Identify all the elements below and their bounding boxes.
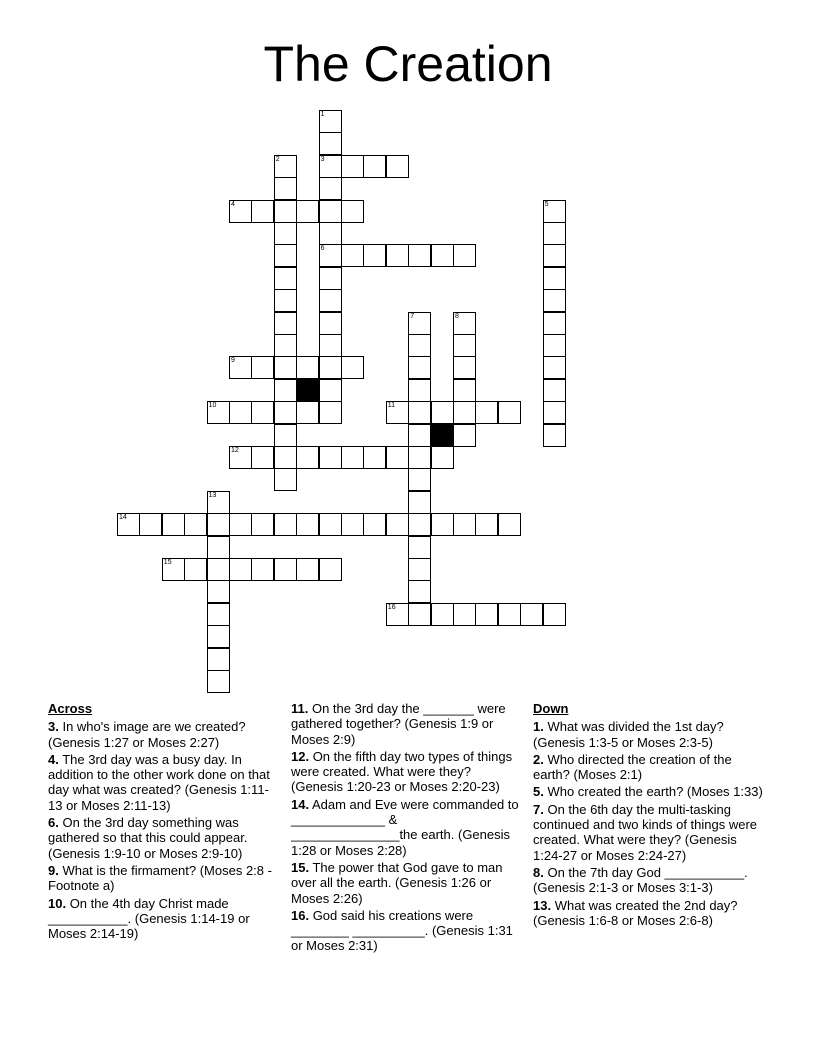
grid-cell[interactable] xyxy=(319,110,342,133)
clue-number: 11. xyxy=(291,701,309,716)
grid-cell[interactable] xyxy=(274,356,297,379)
grid-cell[interactable] xyxy=(408,312,431,335)
clue-number: 6 xyxy=(320,245,325,253)
grid-cell[interactable] xyxy=(319,267,342,290)
grid-cell[interactable] xyxy=(543,424,566,447)
clue-number: 16 xyxy=(387,603,396,611)
clue-across-16 xyxy=(291,908,519,954)
clue-text: The power that God gave to man over all the earth. (Genesis 1:26 or Moses 2:26) xyxy=(291,859,503,906)
grid-cell[interactable] xyxy=(408,446,431,469)
grid-cell[interactable] xyxy=(453,334,476,357)
grid-cell[interactable] xyxy=(453,424,476,447)
grid-cell[interactable] xyxy=(251,558,274,581)
clue-down-2 xyxy=(533,752,769,783)
grid-cell[interactable] xyxy=(363,155,386,178)
grid-cell[interactable] xyxy=(520,603,543,626)
clue-text: Who directed the creation of the earth? (Moses 2:1) xyxy=(533,751,732,783)
grid-cell[interactable] xyxy=(296,356,319,379)
grid-cell[interactable] xyxy=(543,334,566,357)
grid-cell[interactable] xyxy=(408,401,431,424)
grid-cell[interactable] xyxy=(543,356,566,379)
grid-cell[interactable] xyxy=(251,513,274,536)
grid-cell[interactable] xyxy=(408,536,431,559)
grid-cell[interactable] xyxy=(296,558,319,581)
grid-cell[interactable] xyxy=(139,513,162,536)
clue-number: 3. xyxy=(48,719,59,735)
clue-text: The 3rd day was a busy day. In addition to the other work done on that day what was created? (Genesis 1:11-13 or Moses 2:11-13) xyxy=(48,751,270,813)
clue-text: God said his creations were ________ __________. (Genesis 1:31 or Moses 2:31) xyxy=(291,907,513,954)
clue-down-8 xyxy=(533,865,769,896)
grid-cell[interactable] xyxy=(386,446,409,469)
grid-cell[interactable] xyxy=(453,603,476,626)
clue-across-9 xyxy=(48,863,276,894)
grid-cell[interactable] xyxy=(408,513,431,536)
clue-number: 5. xyxy=(533,784,544,800)
grid-cell[interactable] xyxy=(475,513,498,536)
clue-across-14 xyxy=(291,797,519,858)
grid-cell[interactable] xyxy=(341,200,364,223)
clue-number: 9. xyxy=(48,862,59,878)
grid-cell[interactable] xyxy=(543,244,566,267)
grid-cell[interactable] xyxy=(453,379,476,402)
grid-cell[interactable] xyxy=(319,513,342,536)
grid-cell[interactable] xyxy=(296,200,319,223)
grid-cell[interactable] xyxy=(319,401,342,424)
clue-number: 6. xyxy=(48,815,59,831)
grid-cell[interactable] xyxy=(543,200,566,223)
grid-cell[interactable] xyxy=(274,155,297,178)
grid-cell[interactable] xyxy=(274,513,297,536)
grid-cell[interactable] xyxy=(162,558,185,581)
grid-cell[interactable] xyxy=(274,468,297,491)
grid-cell[interactable] xyxy=(274,446,297,469)
clue-number: 13 xyxy=(208,491,217,499)
clue-number: 2 xyxy=(275,155,280,163)
grid-cell[interactable] xyxy=(431,401,454,424)
grid-cell[interactable] xyxy=(408,424,431,447)
grid-cell[interactable] xyxy=(319,558,342,581)
grid-cell[interactable] xyxy=(274,379,297,402)
grid-cell[interactable] xyxy=(408,558,431,581)
grid-cell[interactable] xyxy=(274,177,297,200)
clue-number: 1. xyxy=(533,719,544,735)
grid-cell[interactable] xyxy=(543,267,566,290)
clue-across-11 xyxy=(291,701,519,747)
grid-cell[interactable] xyxy=(408,580,431,603)
clue-across-15 xyxy=(291,860,519,906)
grid-cell[interactable] xyxy=(319,132,342,155)
grid-cell[interactable] xyxy=(341,446,364,469)
clue-number: 14 xyxy=(119,514,127,522)
grid-cell[interactable] xyxy=(207,491,230,514)
grid-cell[interactable] xyxy=(207,513,230,536)
grid-cell[interactable] xyxy=(251,446,274,469)
clue-text: On the 3rd day the _______ were gathered together? (Genesis 1:9 or Moses 2:9) xyxy=(291,701,506,747)
clue-number: 8. xyxy=(533,864,544,880)
grid-block xyxy=(431,424,454,447)
grid-cell[interactable] xyxy=(319,177,342,200)
grid-cell[interactable] xyxy=(274,312,297,335)
clue-text: On the 4th day Christ made ___________. (Genesis 1:14-19 or Moses 2:14-19) xyxy=(48,895,250,942)
across-clues-column-2 xyxy=(291,701,519,956)
grid-cell[interactable] xyxy=(274,401,297,424)
grid-cell[interactable] xyxy=(543,312,566,335)
grid-cell[interactable] xyxy=(319,244,342,267)
grid-cell[interactable] xyxy=(498,513,521,536)
clue-text: What was divided the 1st day? (Genesis 1:3-5 or Moses 2:3-5) xyxy=(533,719,724,750)
grid-cell[interactable] xyxy=(251,356,274,379)
grid-cell[interactable] xyxy=(274,558,297,581)
grid-cell[interactable] xyxy=(319,379,342,402)
grid-cell[interactable] xyxy=(274,424,297,447)
clue-number: 12. xyxy=(291,748,310,764)
grid-cell[interactable] xyxy=(543,222,566,245)
grid-cell[interactable] xyxy=(408,244,431,267)
grid-block xyxy=(296,379,319,402)
grid-cell[interactable] xyxy=(386,155,409,178)
grid-cell[interactable] xyxy=(341,244,364,267)
grid-cell[interactable] xyxy=(453,513,476,536)
grid-cell[interactable] xyxy=(229,356,252,379)
grid-cell[interactable] xyxy=(117,513,140,536)
grid-cell[interactable] xyxy=(431,244,454,267)
clue-number: 3 xyxy=(320,155,325,163)
clue-across-3 xyxy=(48,719,276,750)
grid-cell[interactable] xyxy=(229,446,252,469)
clue-text: What is the firmament? (Moses 2:8 - Footnote a) xyxy=(48,862,272,894)
grid-cell[interactable] xyxy=(207,536,230,559)
grid-cell[interactable] xyxy=(207,401,230,424)
grid-cell[interactable] xyxy=(475,401,498,424)
clue-number: 10 xyxy=(208,402,217,410)
grid-cell[interactable] xyxy=(408,491,431,514)
page-title: The Creation xyxy=(263,36,553,92)
grid-cell[interactable] xyxy=(162,513,185,536)
clue-text: Who created the earth? (Moses 1:33) xyxy=(543,784,763,800)
grid-cell[interactable] xyxy=(363,446,386,469)
grid-cell[interactable] xyxy=(341,513,364,536)
clue-number: 4 xyxy=(231,200,235,208)
grid-cell[interactable] xyxy=(431,603,454,626)
clue-across-4 xyxy=(48,752,276,813)
grid-cell[interactable] xyxy=(251,401,274,424)
grid-cell[interactable] xyxy=(431,446,454,469)
grid-cell[interactable] xyxy=(386,513,409,536)
grid-cell[interactable] xyxy=(341,356,364,379)
clue-number: 7 xyxy=(410,312,415,320)
grid-cell[interactable] xyxy=(229,513,252,536)
down-clues-column xyxy=(533,701,769,930)
grid-cell[interactable] xyxy=(251,200,274,223)
grid-cell[interactable] xyxy=(453,356,476,379)
grid-cell[interactable] xyxy=(431,513,454,536)
clue-number: 1 xyxy=(320,111,325,118)
grid-cell[interactable] xyxy=(319,289,342,312)
grid-cell[interactable] xyxy=(386,244,409,267)
clue-text: On the 6th day the multi-tasking continued and two kinds of things were created. What were they? (Genesis 1:24-27 or Moses 2:24-27) xyxy=(533,801,758,863)
grid-cell[interactable] xyxy=(543,289,566,312)
grid-cell[interactable] xyxy=(543,401,566,424)
grid-cell[interactable] xyxy=(207,558,230,581)
grid-cell[interactable] xyxy=(543,603,566,626)
clue-number: 2. xyxy=(533,751,544,767)
clue-text: On the 7th day God ___________. (Genesis 2:1-3 or Moses 3:1-3) xyxy=(533,864,748,896)
clue-number: 12 xyxy=(231,447,239,454)
clue-number: 11 xyxy=(387,402,396,410)
grid-cell[interactable] xyxy=(274,244,297,267)
clue-text: In who's image are we created? (Genesis 1:27 or Moses 2:27) xyxy=(48,719,246,750)
grid-cell[interactable] xyxy=(363,513,386,536)
grid-cell[interactable] xyxy=(184,513,207,536)
grid-cell[interactable] xyxy=(274,267,297,290)
grid-cell[interactable] xyxy=(229,401,252,424)
grid-cell[interactable] xyxy=(319,334,342,357)
grid-cell[interactable] xyxy=(184,558,207,581)
grid-cell[interactable] xyxy=(543,379,566,402)
clue-down-7 xyxy=(533,802,769,863)
grid-cell[interactable] xyxy=(274,222,297,245)
grid-cell[interactable] xyxy=(274,334,297,357)
grid-cell[interactable] xyxy=(319,446,342,469)
grid-cell[interactable] xyxy=(296,401,319,424)
clue-text: Adam and Eve were commanded to _____________ & _______________the earth. (Genesis 1:28 or Moses 2:28) xyxy=(291,796,519,858)
grid-cell[interactable] xyxy=(408,356,431,379)
clue-across-12 xyxy=(291,749,519,795)
clue-number: 7. xyxy=(533,801,544,817)
grid-cell[interactable] xyxy=(319,155,342,178)
grid-cell[interactable] xyxy=(386,603,409,626)
grid-cell[interactable] xyxy=(207,603,230,626)
clue-across-6 xyxy=(48,815,276,861)
grid-cell[interactable] xyxy=(386,401,409,424)
grid-cell[interactable] xyxy=(207,625,230,648)
grid-cell[interactable] xyxy=(408,334,431,357)
grid-cell[interactable] xyxy=(319,356,342,379)
clue-text: On the 3rd day something was gathered so that this could appear. (Genesis 1:9-10 or Moses 2:9-10) xyxy=(48,815,248,861)
grid-cell[interactable] xyxy=(453,401,476,424)
grid-cell[interactable] xyxy=(229,200,252,223)
grid-cell[interactable] xyxy=(207,580,230,603)
down-heading: Down xyxy=(533,701,569,716)
grid-cell[interactable] xyxy=(274,200,297,223)
grid-cell[interactable] xyxy=(408,603,431,626)
clue-down-13 xyxy=(533,898,769,929)
clue-number: 8 xyxy=(455,312,459,320)
grid-cell[interactable] xyxy=(341,155,364,178)
clue-number: 4. xyxy=(48,751,59,767)
clue-number: 13. xyxy=(533,897,552,913)
grid-cell[interactable] xyxy=(319,222,342,245)
grid-cell[interactable] xyxy=(498,603,521,626)
clue-text: On the fifth day two types of things were created. What were they? (Genesis 1:20-23 or Moses 2:20-23) xyxy=(291,748,513,795)
grid-cell[interactable] xyxy=(408,379,431,402)
across-heading: Across xyxy=(48,701,93,716)
grid-cell[interactable] xyxy=(363,244,386,267)
grid-cell[interactable] xyxy=(453,312,476,335)
clue-down-1 xyxy=(533,719,769,750)
grid-cell[interactable] xyxy=(408,468,431,491)
clue-number: 10. xyxy=(48,895,67,911)
grid-cell[interactable] xyxy=(296,513,319,536)
clue-number: 16. xyxy=(291,907,310,923)
clue-across-10 xyxy=(48,896,276,942)
grid-cell[interactable] xyxy=(207,670,230,693)
grid-cell[interactable] xyxy=(274,289,297,312)
grid-cell[interactable] xyxy=(498,401,521,424)
clue-number: 14. xyxy=(291,796,310,812)
clue-text: What was created the 2nd day? (Genesis 1:6-8 or Moses 2:6-8) xyxy=(533,897,738,928)
grid-cell[interactable] xyxy=(296,446,319,469)
grid-cell[interactable] xyxy=(475,603,498,626)
grid-cell[interactable] xyxy=(319,312,342,335)
across-clues-column-1 xyxy=(48,701,276,943)
grid-cell[interactable] xyxy=(229,558,252,581)
clue-number: 15 xyxy=(163,559,172,566)
grid-cell[interactable] xyxy=(319,200,342,223)
grid-cell[interactable] xyxy=(207,648,230,671)
clue-down-5 xyxy=(533,784,769,799)
clue-number: 9 xyxy=(231,357,235,365)
clue-number: 5 xyxy=(544,200,549,208)
grid-cell[interactable] xyxy=(453,244,476,267)
clue-number: 15. xyxy=(291,859,310,875)
